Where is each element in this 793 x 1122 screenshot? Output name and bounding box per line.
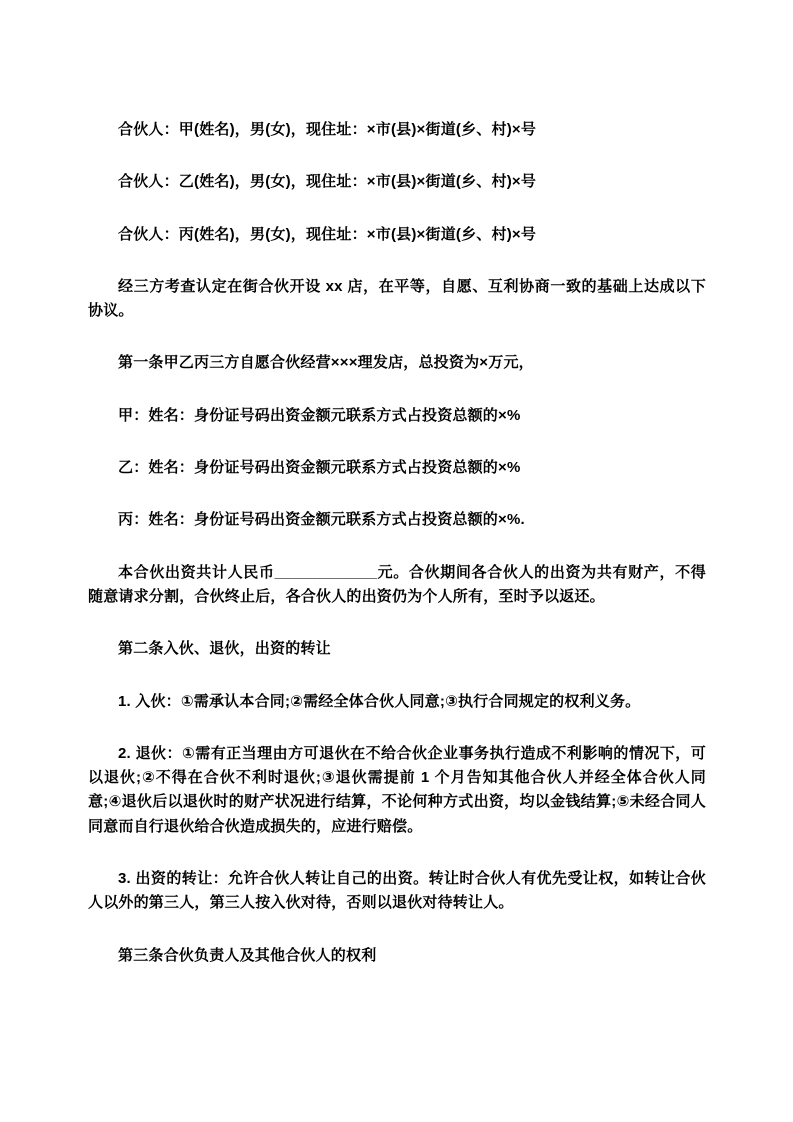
paragraph-article-two: 第二条入伙、退伙，出资的转让 (118, 640, 331, 658)
paragraph-partner-a: 合伙人：甲(姓名)，男(女)，现住址：×市(县)×街道(乡、村)×号 (118, 121, 537, 138)
paragraph-transfer: 3. 出资的转让：允许合伙人转让自己的出资。转让时合伙人有优先受让权，如转让合伙人以外的第三人，第三人按入伙对待，否则以退伙对待转让人。 (88, 870, 706, 912)
paragraph-join: 1. 入伙：①需承认本合同;②需经全体合伙人同意;③执行合同规定的权利义务。 (118, 692, 641, 710)
paragraph-partner-c: 合伙人：丙(姓名)，男(女)，现住址：×市(县)×街道(乡、村)×号 (118, 225, 537, 243)
paragraph-total-contribution: 本合伙出资共计人民币____________元。合伙期间各合伙人的出资为共有财产，不得随意请求分割，合伙终止后，各合伙人的出资仍为个人所有，至时予以返还。 (88, 563, 706, 605)
document-body (88, 118, 706, 968)
paragraph-article-three: 第三条合伙负责人及其他合伙人的权利 (118, 946, 377, 964)
paragraph-partner-b: 合伙人：乙(姓名)，男(女)，现住址：×市(县)×街道(乡、村)×号 (118, 173, 537, 191)
paragraph-contribution-c: 丙：姓名：身份证号码出资金额元联系方式占投资总额的×%. (118, 511, 525, 529)
paragraph-contribution-b: 乙：姓名：身份证号码出资金额元联系方式占投资总额的×% (118, 459, 521, 477)
paragraph-preamble: 经三方考查认定在街合伙开设 xx 店，在平等，自愿、互利协商一致的基础上达成以下协议。 (88, 277, 706, 320)
paragraph-contribution-a: 甲：姓名：身份证号码出资金额元联系方式占投资总额的×% (118, 406, 521, 424)
paragraph-withdraw: 2. 退伙：①需有正当理由方可退伙在不给合伙企业事务执行造成不利影响的情况下，可以退伙;②不得在合伙不利时退伙;③退伙需提前 1 个月告知其他合伙人并经全体合伙人同意;④退伙后以退伙时的财产状况进行结算，不论何种方式出资，均以金钱结算;⑤未经合同人同意而自行退伙给合伙造成损失的，应进行赔偿。 (88, 744, 706, 835)
paragraph-article-one: 第一条甲乙丙三方自愿合伙经营×××理发店，总投资为×万元， (118, 354, 534, 372)
